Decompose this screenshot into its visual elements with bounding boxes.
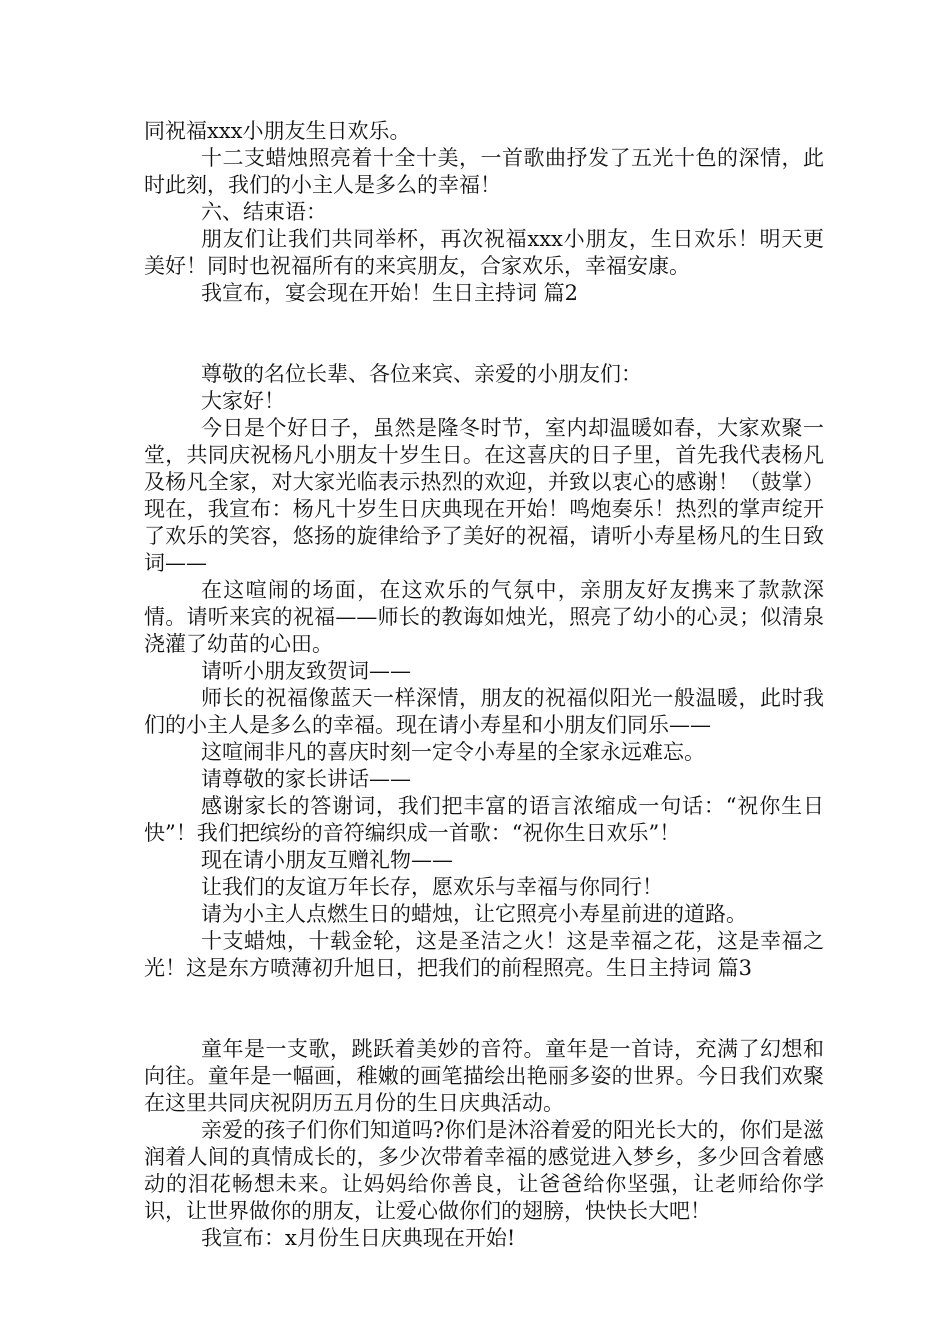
paragraph: 尊敬的名位长辈、各位来宾、亲爱的小朋友们： <box>201 362 642 386</box>
paragraph: 大家好！ <box>201 389 285 413</box>
paragraph: 我宣布：x月份生日庆典现在开始! <box>201 1226 516 1250</box>
paragraph: 请尊敬的家长讲话—— <box>201 767 411 791</box>
paragraph: 师长的祝福像蓝天一样深情，朋友的祝福似阳光一般温暖，此时我们的小主人是多么的幸福。现在请小寿星和小朋友们同乐—— <box>144 686 824 737</box>
paragraph: 十支蜡烛，十载金轮，这是圣洁之火！这是幸福之花，这是幸福之光！这是东方喷薄初升旭日，把我们的前程照亮。生日主持词 篇3 <box>144 929 824 980</box>
paragraph: 同祝福xxx小朋友生日欢乐。 <box>144 119 411 143</box>
paragraph: 感谢家长的答谢词，我们把丰富的语言浓缩成一句话：“祝你生日快”！我们把缤纷的音符编织成一首歌：“祝你生日欢乐”！ <box>144 794 824 845</box>
paragraph: 我宣布，宴会现在开始！生日主持词 篇2 <box>201 281 579 305</box>
section-gap <box>144 982 824 1036</box>
paragraph: 六、结束语： <box>201 200 327 224</box>
paragraph: 请听小朋友致贺词—— <box>201 659 411 683</box>
paragraph: 朋友们让我们共同举杯，再次祝福xxx小朋友，生日欢乐！明天更美好！同时也祝福所有的来宾朋友，合家欢乐，幸福安康。 <box>144 227 824 278</box>
paragraph: 童年是一支歌，跳跃着美妙的音符。童年是一首诗，充满了幻想和向往。童年是一幅画，稚嫩的画笔描绘出艳丽多姿的世界。今日我们欢聚在这里共同庆祝阴历五月份的生日庆典活动。 <box>144 1037 824 1115</box>
paragraph: 在这喧闹的场面，在这欢乐的气氛中，亲朋友好友携来了款款深情。请听来宾的祝福——师长的教诲如烛光，照亮了幼小的心灵；似清泉浇灌了幼苗的心田。 <box>144 578 824 656</box>
paragraph: 请为小主人点燃生日的蜡烛，让它照亮小寿星前进的道路。 <box>201 902 747 926</box>
paragraph: 今日是个好日子，虽然是隆冬时节，室内却温暖如春，大家欢聚一堂，共同庆祝杨凡小朋友十岁生日。在这喜庆的日子里，首先我代表杨凡及杨凡全家，对大家光临表示热烈的欢迎，并致以衷心的感谢！（鼓掌）现在，我宣布：杨凡十岁生日庆典现在开始！鸣炮奏乐！热烈的掌声绽开了欢乐的笑容，悠扬的旋律给予了美好的祝福，请听小寿星杨凡的生日致词—— <box>144 416 824 575</box>
paragraph: 让我们的友谊万年长存，愿欢乐与幸福与你同行！ <box>201 875 663 899</box>
document-body <box>144 118 824 1252</box>
section-gap <box>144 307 824 361</box>
paragraph: 这喧闹非凡的喜庆时刻一定令小寿星的全家永远难忘。 <box>201 740 705 764</box>
paragraph: 十二支蜡烛照亮着十全十美，一首歌曲抒发了五光十色的深情，此时此刻，我们的小主人是多么的幸福！ <box>144 146 824 197</box>
paragraph: 现在请小朋友互赠礼物—— <box>201 848 453 872</box>
paragraph: 亲爱的孩子们你们知道吗?你们是沐浴着爱的阳光长大的，你们是滋润着人间的真情成长的，多少次带着幸福的感觉进入梦乡，多少回含着感动的泪花畅想未来。让妈妈给你善良，让爸爸给你坚强，让老师给你学识，让世界做你的朋友，让爱心做你们的翅膀，快快长大吧！ <box>144 1118 824 1223</box>
